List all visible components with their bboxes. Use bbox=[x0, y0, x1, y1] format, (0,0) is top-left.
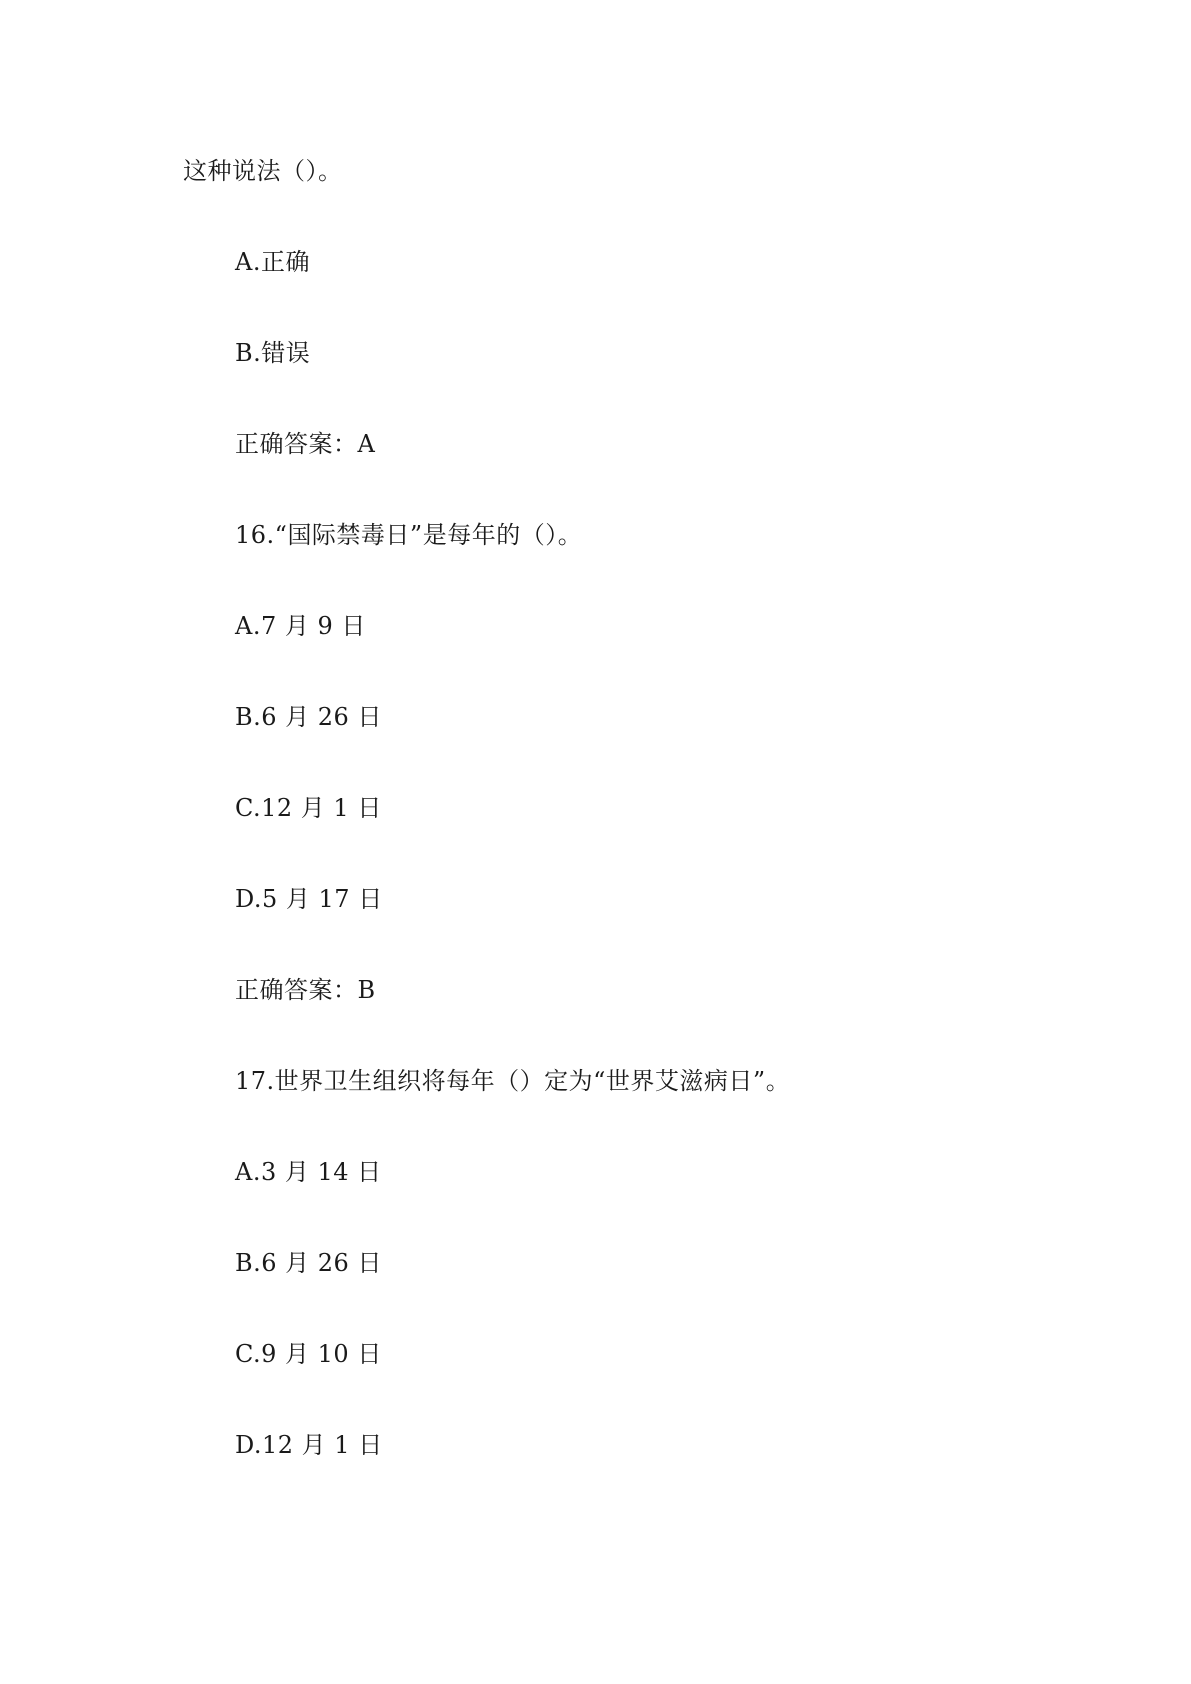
question-16-stem: 16.“国际禁毒日”是每年的（）。 bbox=[235, 521, 583, 549]
question-15-continuation: 这种说法（）。 bbox=[183, 157, 343, 185]
question-17-stem: 17.世界卫生组织将每年（）定为“世界艾滋病日”。 bbox=[235, 1067, 791, 1095]
question-16-option-a: A.7 月 9 日 bbox=[235, 612, 366, 640]
question-17-option-d: D.12 月 1 日 bbox=[235, 1431, 383, 1459]
question-16-option-d: D.5 月 17 日 bbox=[235, 885, 383, 913]
question-17-option-c: C.9 月 10 日 bbox=[235, 1340, 382, 1368]
question-16-answer: 正确答案：B bbox=[235, 976, 376, 1004]
question-15-answer: 正确答案：A bbox=[235, 430, 376, 458]
question-17-option-b: B.6 月 26 日 bbox=[235, 1249, 382, 1277]
question-16-option-b: B.6 月 26 日 bbox=[235, 703, 382, 731]
question-17-option-a: A.3 月 14 日 bbox=[235, 1158, 382, 1186]
question-15-option-a: A.正确 bbox=[235, 248, 310, 276]
question-15-option-b: B.错误 bbox=[235, 339, 311, 367]
question-16-option-c: C.12 月 1 日 bbox=[235, 794, 382, 822]
